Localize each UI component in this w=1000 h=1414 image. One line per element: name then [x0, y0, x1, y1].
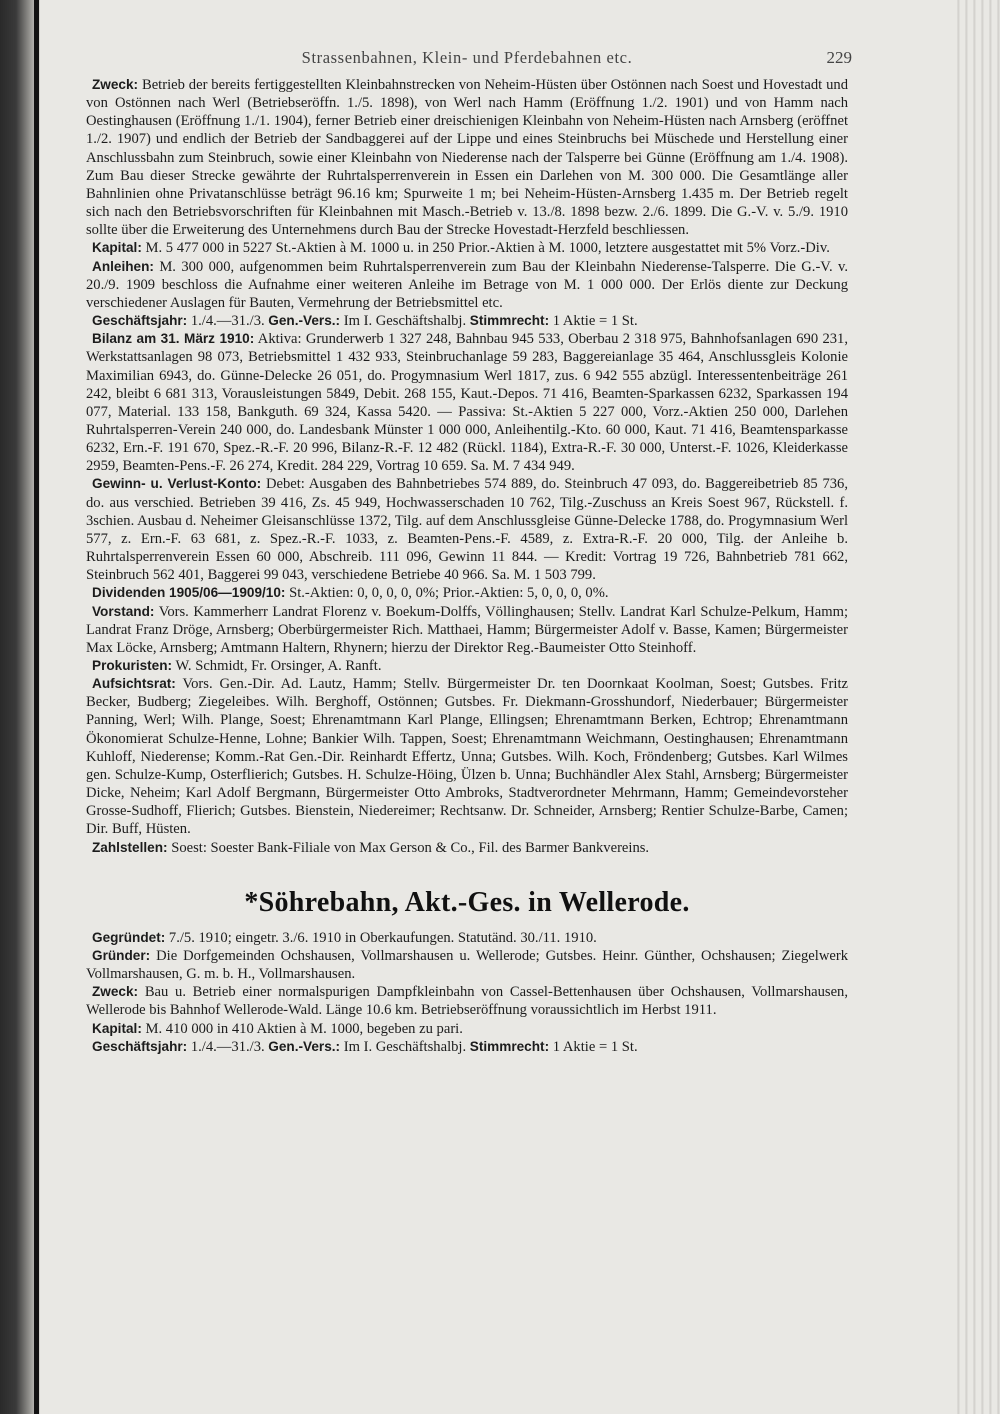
text: Soest: Soester Bank-Filiale von Max Gerson & Co., Fil. des Barmer Bankvereins.: [171, 839, 650, 856]
text: Im I. Geschäftshalbj.: [343, 313, 467, 330]
running-title: Strassenbahnen, Klein- und Pferdebahnen etc.: [301, 48, 633, 67]
text: Die Dorfgemeinden Ochshausen, Vollmarshausen u. Wellerode; Gutsbes. Heinr. Günther, Ochshausen; Ziegelwerk Vollmarshausen, G. m. b. H., Vollmarshausen.: [86, 947, 849, 983]
running-head: [86, 42, 852, 76]
label: Zweck:: [92, 77, 139, 92]
paragraph-geschaeftsjahr: [86, 312, 848, 330]
label: Geschäftsjahr:: [92, 313, 188, 329]
text: Vors. Gen.-Dir. Ad. Lautz, Hamm; Stellv. Bürgermeister Dr. ten Doornkaat Koolman, Soest; Gutsbes. Fritz Becker, Budberg; Ziegeleibes. Wilh. Berghoff, Ostönnen; Gutsbes. Fr. Diekmann-Grosshundorf, Niederbauer; Bürgermeister Panning, Werl; Wilh. Plange, Soest; Ehrenamtmann Karl Plange, Ellingsen; Ehrenamtmann Berken, Echtrop; Ehrenamtmann Ökonomierat Schulze-Henne, Lohne; Bankier Wilh. Tappen, Soest; Ehrenamtmann Weichmann, Oestinghausen; Ehrenamtmann Kuhloff, Niederense; Komm.-Rat Gen.-Dir. Reinhardt Effertz, Unna; Gutsbes. Wilh. Koch, Fröndenberg; Gutsbes. Karl Wilmes gen. Schulze-Kump, Osterflierich; Gutsbes. H. Schulze-Höing, Ülzen b. Unna; Buchhändler Alex Stahl, Arnsberg; Bürgermeister Dicke, Neheim; Karl Adolf Bergmann, Bürgermeister Otto Ambroks, Stadtverordneter Mehrmann, Hamm; Gemeindevorsteher Grosse-Sudhoff, Flierich; Gutsbes. Bienstein, Niedereimer; Rechtsanw. Dr. Schneider, Arnsberg; Rentier Schulze-Barbe, Camen; Dir. Buff, Hüsten.: [86, 676, 848, 838]
text: M. 5 477 000 in 5227 St.-Aktien à M. 1000 u. in 250 Prior.-Aktien à M. 1000, letztere ausgestattet mit 5% Vorz.-Div.: [145, 240, 830, 257]
paragraph-geschaeftsjahr: [86, 1038, 848, 1056]
paragraph-prokuristen: [86, 657, 848, 675]
label: Zweck:: [92, 984, 139, 1000]
entry-kleinbahn: [86, 76, 848, 857]
paragraph-kapital: [86, 1020, 848, 1038]
text: Im I. Geschäftshalbj.: [343, 1038, 467, 1055]
text: 7./5. 1910; eingetr. 3./6. 1910 in Oberkaufungen. Statutänd. 30./11. 1910.: [168, 929, 597, 946]
paragraph-zahlstellen: [86, 839, 848, 857]
text: Aktiva: Grunderwerb 1 327 248, Bahnbau 945 533, Oberbau 2 318 975, Bahnhofsanlagen 690 231, Werkstattsanlagen 98 073, Betriebsmittel 1 432 933, Steinbruchanlage 59 283, Baggereianlage 35 464, Anschlussgleis Kolonie Maximilian 6943, do. Günne-Delecke 26 051, do. Progymnasium Werl 1817, zus. 6 942 555 abzügl. Interessentenbeiträge 261 242, bleibt 6 681 313, Vorausleistungen 5849, Debit. 268 155, Kaut.-Depos. 71 416, Beamten-Sparkassen 6232, Sparkassen 194 077, Material. 133 158, Bankguth. 69 324, Kassa 5420. — Passiva: St.-Aktien 5 227 000, Vorz.-Aktien 250 000, Darlehen Ruhrtalsperren-Verein 240 000, do. Landesbank Münster 1 000 000, Anleihentilg.-Kto. 60 000, Kaut. 71 416, Beamtensparkasse 6232, Ern.-F. 191 670, Spez.-R.-F. 20 996, Bilanz-R.-F. 12 482 (Rückl. 1184), Extra-R.-F. 30 000, Unterst.-F. 1026, Kleiderkasse 2959, Beamten-Pens.-F. 26 274, Kredit. 284 229, Vortrag 10 659. Sa. M. 7 434 949.: [86, 331, 849, 475]
text: St.-Aktien: 0, 0, 0, 0, 0%; Prior.-Aktien: 5, 0, 0, 0, 0%.: [289, 585, 609, 602]
label: Zahlstellen:: [92, 839, 168, 855]
text: Bau u. Betrieb einer normalspurigen Dampfkleinbahn von Cassel-Bettenhausen über Ochshausen, Vollmarshausen, Wellerode bis Bahnhof Wellerode-Wald. Länge 10.6 km. Betriebseröffnung voraussichtlich im Herbst 1911.: [86, 984, 849, 1019]
label: Prokuristen:: [92, 658, 173, 673]
text: Vors. Kammerherr Landrat Florenz v. Boekum-Dolffs, Völlinghausen; Stellv. Landrat Karl Schulze-Pelkum, Hamm; Landrat Franz Dröge, Arnsberg; Oberbürgermeister Rich. Matthaei, Hamm; Bürgermeister Adolf v. Basse, Kamen; Bürgermeister Max Löcke, Arnsberg; Amtmann Haltern, Rhynern; hierzu der Direktor Reg.-Baumeister Otto Steinhoff.: [86, 603, 848, 656]
label: Gegründet:: [92, 929, 166, 945]
label: Gründer:: [92, 947, 151, 963]
text: 1./4.—31./3.: [190, 1038, 265, 1055]
label: Dividenden 1905/06—1909/10:: [92, 585, 286, 601]
paragraph-dividenden: [86, 584, 848, 602]
page-number: 229: [826, 48, 852, 67]
label: Stimmrecht:: [469, 1038, 550, 1054]
label: Vorstand:: [92, 603, 155, 619]
label: Gen.-Vers.:: [268, 313, 341, 329]
label: Stimmrecht:: [469, 313, 550, 329]
label: Anleihen:: [92, 258, 154, 274]
page: [86, 42, 852, 1056]
paragraph-anleihen: [86, 258, 848, 312]
paragraph-kapital: [86, 239, 848, 257]
paragraph-bilanz: [86, 330, 848, 475]
text: 1./4.—31./3.: [190, 313, 265, 330]
binding-edge: [34, 0, 39, 1414]
text: 1 Aktie = 1 St.: [552, 1038, 638, 1055]
label: Geschäftsjahr:: [92, 1038, 188, 1054]
label: Kapital:: [92, 240, 142, 256]
label: Gewinn- u. Verlust-Konto:: [92, 476, 262, 492]
paragraph-vorstand: [86, 603, 848, 657]
paragraph-gegruendet: [86, 929, 848, 947]
entry-soehrebahn: [86, 929, 848, 1056]
label: Aufsichtsrat:: [92, 676, 176, 692]
text: Betrieb der bereits fertiggestellten Kleinbahnstrecken von Neheim-Hüsten über Ostönnen nach Soest und Hovestadt und von Ostönnen nach Werl (Betriebseröffn. 1./5. 1898), von Werl nach Hamm (Eröffnung 1./2. 1901) und von Hamm nach Oestinghausen (Eröffnung 1./1. 1904), ferner Betrieb einer dreischienigen Kleinbahn von Neheim-Hüsten nach Arnsberg (eröffnet 1./2. 1907) und endlich der Betrieb der Sandbaggerei auf der Lippe und eines Steinbruchs bei Müschede und Herstellung einer Anschlussbahn zum Steinbruch, sowie einer Kleinbahn von Niederense nach der Talsperre bei Günne (Eröffnung am 1./4. 1908). Zum Bau dieser Strecke gewährte der Ruhrtalsperrenverein in Essen ein Darlehen von M. 300 000. Die Gesamtlänge aller Bahnlinien ohne Privatanschlüsse beträgt 96.16 km; Spurweite 1 m; bei Neheim-Hüsten-Arnsberg 1.435 m. Der Betrieb regelt sich nach den Betriebsvorschriften für Kleinbahnen mit Masch.-Betrieb v. 13./8. 1898 bezw. 2./6. 1899. Die G.-V. v. 5./9. 1910 sollte über die Erweiterung des Unternehmens durch Bau der Strecke Hovestadt-Herzfeld beschliessen.: [86, 77, 848, 239]
section-title: *Söhrebahn, Akt.-Ges. in Wellerode.: [244, 886, 690, 918]
text: W. Schmidt, Fr. Orsinger, A. Ranft.: [175, 658, 382, 674]
text: Debet: Ausgaben des Bahnbetriebes 574 889, do. Steinbruch 47 093, do. Baggereibetrieb 85 736, do. aus verschied. Betrieben 39 416, Zs. 45 949, Hochwasserschaden 10 762, Tilg.-Zuschuss an Kreis Soest 967, Rückstell. f. 3schien. Ausbau d. Neheimer Gleisanschlüsse 1372, Tilg. auf dem Anschlussgleise Günne-Delecke 1788, do. Progymnasium Werl 577, z. Ern.-F. 63 681, z. Spez.-R.-F. 1033, z. Beamten-Pens.-F. 4589, z. Extra-R.-F. 20 000, Tilg. der Anleihe b. Ruhrtalsperrenverein Essen 60 000, Abschreib. 111 096, Gewinn 11 844. — Kredit: Vortrag 19 726, Bahnbetrieb 781 662, Steinbruch 562 401, Baggerei 99 043, verschiedene Betriebe 40 966. Sa. M. 1 503 799.: [86, 476, 848, 584]
paragraph-zweck: [86, 76, 848, 239]
page-edge-stack: [952, 0, 1000, 1414]
paragraph-gewinn-verlust: [86, 475, 848, 584]
text: M. 410 000 in 410 Aktien à M. 1000, begeben zu pari.: [145, 1020, 463, 1037]
text: M. 300 000, aufgenommen beim Ruhrtalsperrenverein zum Bau der Kleinbahn Niederense-Talsperre. Die G.-V. v. 20./9. 1909 beschloss die Aufnahme einer weiteren Anleihe im Betrage von M. 1 000 000. Der Erlös diente zur Deckung verschiedener Auslagen für Bauten, Vermehrung der Betriebsmittel etc.: [86, 258, 848, 311]
paragraph-gruender: [86, 947, 848, 983]
text: 1 Aktie = 1 St.: [552, 313, 638, 330]
paragraph-aufsichtsrat: [86, 675, 848, 838]
label: Bilanz am 31. März 1910:: [92, 331, 255, 347]
paragraph-zweck: [86, 983, 848, 1019]
label: Kapital:: [92, 1020, 142, 1036]
label: Gen.-Vers.:: [268, 1038, 341, 1054]
